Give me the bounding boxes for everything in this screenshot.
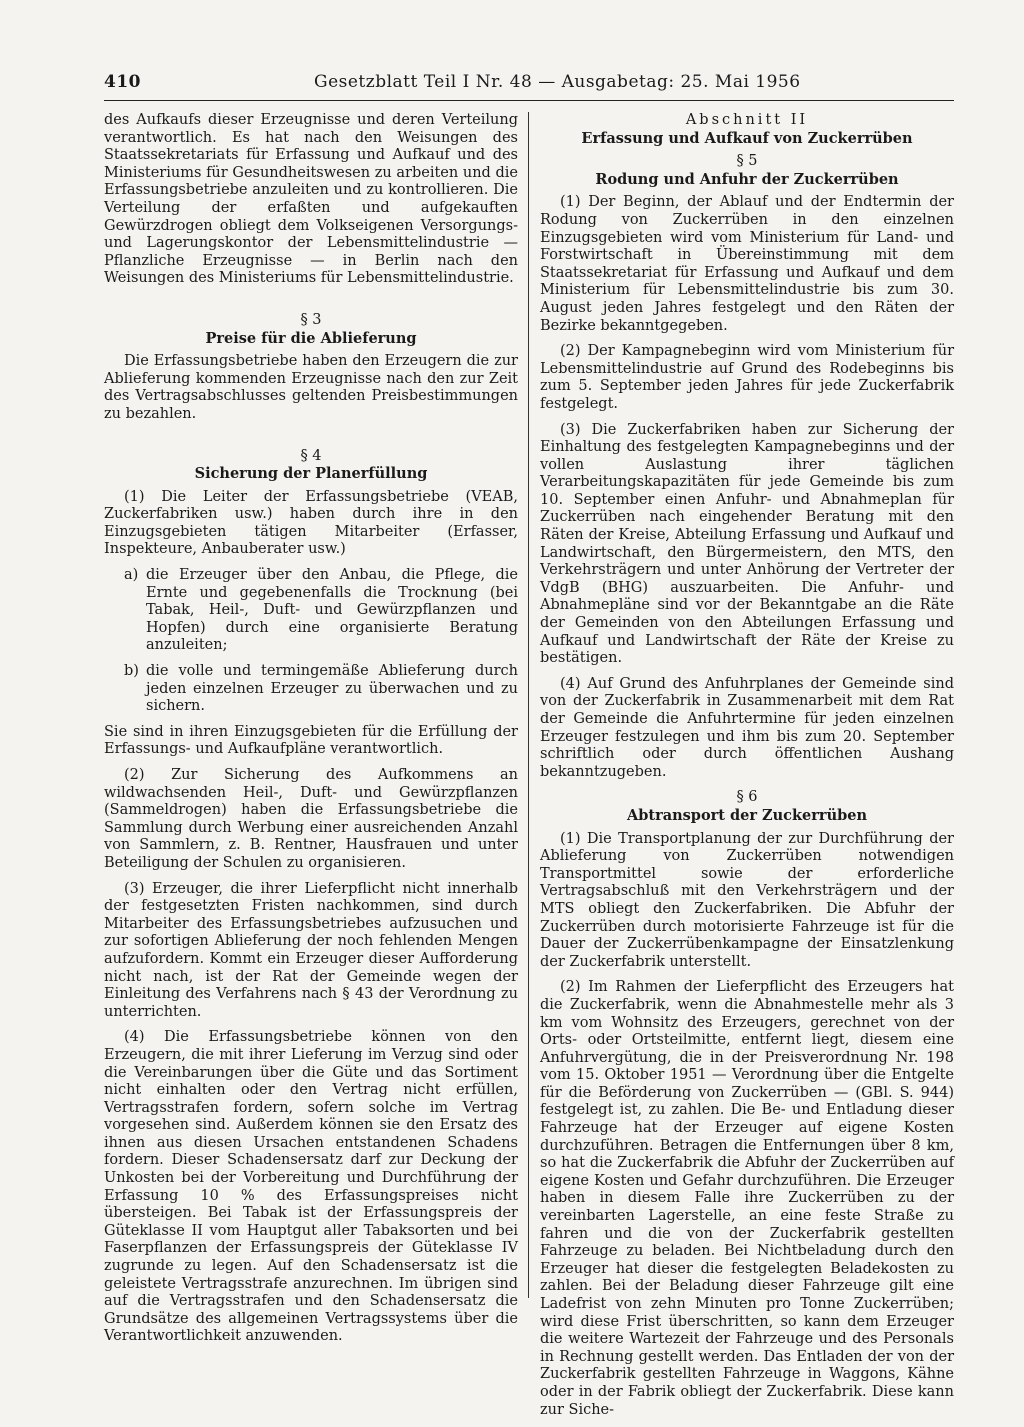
section-5-number: § 5: [736, 153, 758, 170]
section-6-number: § 6: [736, 789, 758, 806]
column-divider: [528, 112, 529, 1298]
abschnitt-title: Erfassung und Aufkauf von Zuckerrüben: [581, 129, 913, 147]
section-5-title: Rodung und Anfuhr der Zuckerrüben: [595, 170, 899, 188]
section-3-title: Preise für die Ablieferung: [205, 329, 417, 347]
section-3-number: § 3: [300, 311, 322, 328]
section-5-paragraph-1: (1) Der Beginn, der Ablauf und der Endtermin der Rodung von Zuckerrüben in den einzelnen Einzugsgebieten wird vom Ministerium für Land- und Forstwirtschaft in Übereinstimmung mit dem Staatssekretariat für Erfassung und Aufkauf und dem Ministerium für Lebensmittelindustrie bis zum 30. August jeden Jahres festgelegt und den Räten der Bezirke bekanntgegeben.: [540, 194, 954, 334]
section-6-title: Abtransport der Zuckerrüben: [626, 806, 868, 824]
section-6-paragraph-1: (1) Die Transportplanung der zur Durchführung der Ablieferung von Zuckerrüben notwendigen Transportmittel sowie der erforderliche Vertragsabschluß mit den Verkehrsträgern und der MTS obliegt den Zuckerfabriken. Die Abfuhr der Zuckerrüben durch motorisierte Fahrzeuge ist für die Dauer der Zuckerrübenkampagne der Einsatzlenkung der Zuckerfabrik unterstellt.: [540, 830, 954, 970]
list-text-b: die volle und termingemäße Ablieferung durch jeden einzelnen Erzeuger zu überwachen und zu sichern.: [146, 663, 518, 715]
abschnitt-heading: Abschnitt II: [685, 112, 809, 128]
page-number: 410: [104, 72, 141, 92]
paragraph-continuation: des Aufkaufs dieser Erzeugnisse und deren Verteilung verantwortlich. Es hat nach den Weisungen des Staatssekretariats für Erfassung und Aufkauf und des Ministeriums für Gesundheitswesen zu arbeiten und die Erfassungsbetriebe anzuleiten und zu kontrollieren. Die Verteilung der erfaßten und aufgekauften Gewürzdrogen obliegt dem Volkseigenen Versorgungs- und Lagerungskontor der Lebensmittelindustrie — Pflanzliche Erzeugnisse — in Berlin nach den Weisungen des Ministeriums für Lebensmittelindustrie.: [104, 112, 518, 287]
section-5-paragraph-2: (2) Der Kampagnebeginn wird vom Ministerium für Lebensmittelindustrie auf Grund des Rodebeginns bis zum 5. September jeden Jahres für jede Zuckerfabrik festgelegt.: [540, 343, 954, 412]
right-column: [540, 112, 954, 1427]
list-marker-a: a): [124, 567, 139, 584]
section-5-paragraph-3: (3) Die Zuckerfabriken haben zur Sicherung der Einhaltung des festgelegten Kampagnebeginns und der vollen Auslastung ihrer täglichen Verarbeitungskapazitäten für jede Gemeinde bis zum 10. September einen Anfuhr- und Abnahmeplan für Zuckerrüben nach eingehender Beratung mit den Räten der Kreise, Abteilung Erfassung und Aufkauf und Landwirtschaft, den Bürgermeistern, den MTS, den Verkehrsträgern und unter Anhörung der Vertreter der VdgB (BHG) auszuarbeiten. Die Anfuhr- und Abnahmepläne sind vor der Bekanntgabe an die Räte der Gemeinden von den Abteilungen Erfassung und Aufkauf und Landwirtschaft der Räte der Kreise zu bestätigen.: [540, 421, 954, 667]
section-5-paragraph-4: (4) Auf Grund des Anfuhrplanes der Gemeinde sind von der Zuckerfabrik in Zusammenarbeit mit dem Rat der Gemeinde die Anfuhrtermine für jeden einzelnen Erzeuger festzulegen und ihm bis zum 20. September schriftlich oder durch öffentlichen Aushang bekanntzugeben.: [540, 675, 954, 780]
page-header: [104, 72, 954, 101]
list-item-a: [124, 567, 518, 655]
section-4-paragraph-4: (4) Die Erfassungsbetriebe können von den Erzeugern, die mit ihrer Lieferung im Verzug sind oder die Vereinbarungen über die Güte und das Sortiment nicht einhalten oder den Vertrag nicht erfüllen, Vertragsstrafen fordern, sofern solche im Vertrag vorgesehen sind. Außerdem können sie den Ersatz des ihnen aus diesen Ursachen entstandenen Schadens fordern. Dieser Schadensersatz darf zur Deckung der Unkosten bei der Vorbereitung und Durchführung der Erfassung 10 % des Erfassungspreises nicht übersteigen. Bei Tabak ist der Erfassungspreis der Güteklasse II vom Hauptgut aller Tabaksorten und bei Faserpflanzen der Erfassungspreis der Güteklasse IV zugrunde zu legen. Auf den Schadensersatz ist die geleistete Vertragsstrafe anzurechnen. Im übrigen sind auf die Vertragsstrafen und den Schadensersatz die Grundsätze des allgemeinen Vertragssystems über die Verantwortlichkeit anzuwenden.: [104, 1029, 518, 1345]
section-4-paragraph-1: (1) Die Leiter der Erfassungsbetriebe (VEAB, Zuckerfabriken usw.) haben durch ihre in den Einzugsgebieten tätigen Mitarbeiter (Erfasser, Inspekteure, Anbauberater usw.): [104, 488, 518, 558]
list-marker-b: b): [124, 663, 139, 680]
section-4-paragraph-2: (2) Zur Sicherung des Aufkommens an wildwachsenden Heil-, Duft- und Gewürzpflanzen (Sammeldrogen) haben die Erfassungsbetriebe die Sammlung durch Werbung einer ausreichenden Anzahl von Sammlern, z. B. Rentner, Hausfrauen und unter Beteiligung der Schulen zu organisieren.: [104, 767, 518, 871]
section-4-paragraph-1-end: Sie sind in ihren Einzugsgebieten für die Erfüllung der Erfassungs- und Aufkaufpläne verantwortlich.: [104, 723, 518, 758]
section-4-title: Sicherung der Planerfüllung: [194, 465, 428, 483]
section-6-paragraph-2: (2) Im Rahmen der Lieferpflicht des Erzeugers hat die Zuckerfabrik, wenn die Abnahmestelle mehr als 3 km vom Wohnsitz des Erzeugers, gerechnet von der Orts- oder Ortsteilmitte, entfernt liegt, diesem eine Anfuhrvergütung, die in der Preisverordnung Nr. 198 vom 15. Oktober 1951 — Verordnung über die Entgelte für die Beförderung von Zuckerrüben — (GBl. S. 944) festgelegt ist, zu zahlen. Die Be- und Entladung dieser Fahrzeuge hat der Erzeuger auf eigene Kosten durchzuführen. Betragen die Entfernungen über 8 km, so hat die Zuckerfabrik die Abfuhr der Zuckerrüben auf eigene Kosten und Gefahr durchzuführen. Die Erzeuger haben in diesem Falle ihre Zuckerrüben zu der vereinbarten Lagerstelle, an eine feste Straße zu fahren und die von der Zuckerfabrik gestellten Fahrzeuge zu beladen. Bei Nichtbeladung durch den Erzeuger hat dieser die festgelegten Beladekosten zu zahlen. Bei der Beladung dieser Fahrzeuge gilt eine Ladefrist von zehn Minuten pro Tonne Zuckerrüben; wird diese Frist überschritten, so kann dem Erzeuger die weitere Wartezeit der Fahrzeuge und des Personals in Rechnung gestellt werden. Das Entladen der von der Zuckerfabrik gestellten Fahrzeuge in Waggons, Kähne oder in der Fabrik obliegt der Zuckerfabrik. Diese kann zur Siche-: [540, 979, 954, 1418]
section-3-paragraph: Die Erfassungsbetriebe haben den Erzeugern die zur Ablieferung kommenden Erzeugnisse nach den zur Zeit des Vertragsabschlusses geltenden Preisbestimmungen zu bezahlen.: [104, 353, 518, 422]
section-4-paragraph-3: (3) Erzeuger, die ihrer Lieferpflicht nicht innerhalb der festgesetzten Fristen nachkommen, sind durch Mitarbeiter des Erfassungsbetriebes aufzusuchen und zur sofortigen Ablieferung der noch fehlenden Mengen aufzufordern. Kommt ein Erzeuger dieser Aufforderung nicht nach, ist der Rat der Gemeinde wegen der Einleitung des Verfahrens nach § 43 der Verordnung zu unterrichten.: [104, 880, 518, 1020]
header-title: Gesetzblatt Teil I Nr. 48 — Ausgabetag: 25. Mai 1956: [314, 72, 801, 92]
section-4-number: § 4: [300, 447, 322, 464]
left-column: [104, 112, 518, 1354]
list-item-b: [124, 663, 518, 716]
list-text-a: die Erzeuger über den Anbau, die Pflege, die Ernte und gegebenenfalls die Trocknung (bei Tabak, Heil-, Duft- und Gewürzpflanzen und Hopfen) durch eine organisierte Beratung anzuleiten;: [146, 567, 518, 654]
